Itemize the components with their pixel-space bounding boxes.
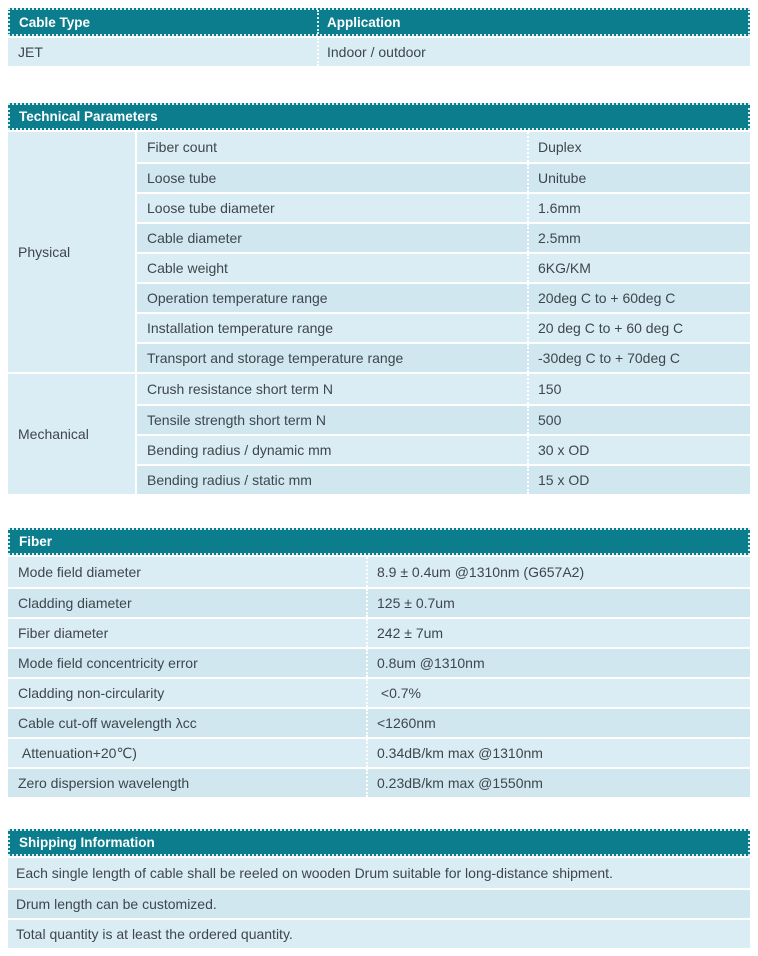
param-value: 500	[527, 406, 750, 434]
table-row	[8, 737, 750, 767]
physical-rows	[135, 132, 750, 372]
table-row	[137, 162, 750, 192]
shipping-note: Drum length can be customized.	[8, 888, 750, 918]
mechanical-rows	[135, 374, 750, 494]
table-row	[137, 434, 750, 464]
shipping-information-title: Shipping Information	[8, 829, 750, 856]
table-row	[8, 647, 750, 677]
table-row	[8, 767, 750, 797]
param-value: Duplex	[527, 132, 750, 162]
table-row	[8, 587, 750, 617]
table-row	[8, 677, 750, 707]
table-row	[137, 342, 750, 372]
param-label: Fiber count	[147, 139, 218, 155]
param-label: Mode field diameter	[18, 564, 141, 580]
physical-group	[8, 132, 750, 372]
param-label: Bending radius / dynamic mm	[147, 442, 332, 458]
shipping-information-table	[8, 829, 750, 948]
shipping-note: Each single length of cable shall be reeled on wooden Drum suitable for long-distance shipment.	[8, 858, 750, 888]
mechanical-group	[8, 372, 750, 494]
param-value: 150	[527, 374, 750, 404]
param-label: Cladding diameter	[18, 595, 132, 611]
param-label: Loose tube diameter	[147, 200, 275, 216]
param-label: Mode field concentricity error	[18, 655, 198, 671]
fiber-table	[8, 528, 750, 797]
cable-type-column-header: Cable Type	[19, 14, 91, 30]
table-row	[137, 404, 750, 434]
technical-parameters-title: Technical Parameters	[8, 103, 750, 130]
param-label: Attenuation+20℃)	[18, 744, 137, 761]
param-value: 1.6mm	[527, 194, 750, 222]
param-value: 0.23dB/km max @1550nm	[366, 769, 750, 797]
param-label: Cable weight	[147, 260, 228, 276]
param-label: Zero dispersion wavelength	[18, 775, 190, 791]
param-label: Transport and storage temperature range	[147, 350, 404, 366]
table-row	[137, 132, 750, 162]
param-value: -30deg C to + 70deg C	[527, 344, 750, 372]
fiber-rows	[8, 557, 750, 797]
param-value: 0.34dB/km max @1310nm	[366, 739, 750, 767]
param-label: Loose tube	[147, 170, 217, 186]
param-value: 20deg C to + 60deg C	[527, 284, 750, 312]
param-value: <0.7%	[366, 679, 750, 707]
table-row	[137, 464, 750, 494]
cable-type-table	[8, 8, 750, 66]
param-label: Crush resistance short term N	[147, 381, 333, 397]
table-row	[137, 282, 750, 312]
application-column-header: Application	[317, 10, 748, 34]
table-row	[137, 374, 750, 404]
param-label: Fiber diameter	[18, 625, 109, 641]
table-row	[137, 222, 750, 252]
param-value: 30 x OD	[527, 436, 750, 464]
table-row	[8, 707, 750, 737]
param-value: 0.8um @1310nm	[366, 649, 750, 677]
table-row	[8, 38, 750, 66]
category-label-mechanical: Mechanical	[8, 374, 135, 494]
param-label: Cable diameter	[147, 230, 242, 246]
application-value: Indoor / outdoor	[317, 38, 750, 66]
shipping-rows	[8, 858, 750, 948]
param-value: 125 ± 0.7um	[366, 589, 750, 617]
table-row	[137, 192, 750, 222]
param-value: 6KG/KM	[527, 254, 750, 282]
param-label: Installation temperature range	[147, 320, 333, 336]
param-value: 8.9 ± 0.4um @1310nm (G657A2)	[366, 557, 750, 587]
param-label: Operation temperature range	[147, 290, 328, 306]
table-row	[137, 312, 750, 342]
category-label-physical: Physical	[8, 132, 135, 372]
table-row	[8, 557, 750, 587]
param-label: Tensile strength short term N	[147, 412, 326, 428]
fiber-title: Fiber	[8, 528, 750, 555]
shipping-note: Total quantity is at least the ordered quantity.	[8, 918, 750, 948]
param-label: Bending radius / static mm	[147, 472, 312, 488]
table-row	[8, 617, 750, 647]
param-label: Cladding non-circularity	[18, 685, 165, 701]
param-label: Cable cut-off wavelength λcc	[18, 715, 197, 731]
param-value: 2.5mm	[527, 224, 750, 252]
param-value: 20 deg C to + 60 deg C	[527, 314, 750, 342]
param-value: <1260nm	[366, 709, 750, 737]
cable-type-table-header	[8, 8, 750, 36]
cable-type-value: JET	[18, 44, 43, 60]
table-row	[137, 252, 750, 282]
param-value: Unitube	[527, 164, 750, 192]
technical-parameters-table	[8, 103, 750, 494]
param-value: 15 x OD	[527, 466, 750, 494]
param-value: 242 ± 7um	[366, 619, 750, 647]
